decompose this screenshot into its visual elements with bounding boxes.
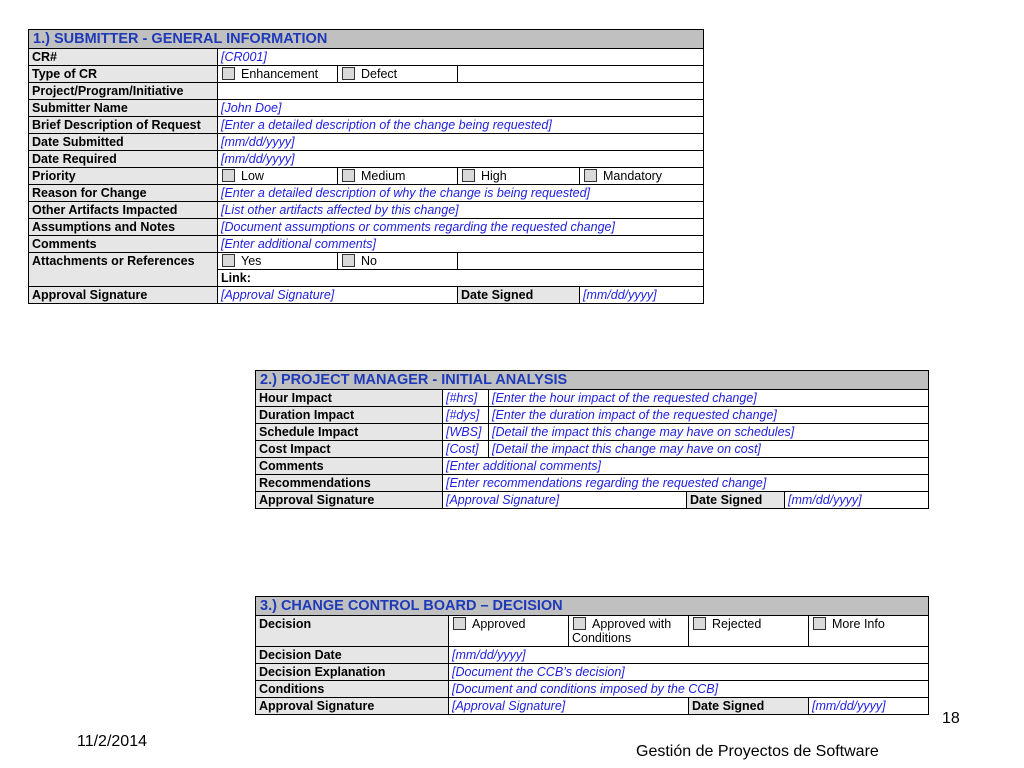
defect-checkbox[interactable] [342, 67, 355, 80]
decision-date-label: Decision Date [256, 647, 449, 664]
comments-field[interactable]: [Enter additional comments] [218, 236, 704, 253]
mandatory-checkbox[interactable] [584, 169, 597, 182]
date-signed-label: Date Signed [458, 287, 580, 304]
priority-label: Priority [29, 168, 218, 185]
schedule-impact-code[interactable]: [WBS] [443, 424, 489, 441]
footer-date: 11/2/2014 [77, 733, 147, 750]
medium-checkbox[interactable] [342, 169, 355, 182]
submitter-name-label: Submitter Name [29, 100, 218, 117]
section3-header: 3.) CHANGE CONTROL BOARD – DECISION [256, 597, 929, 616]
date-required-field[interactable]: [mm/dd/yyyy] [218, 151, 704, 168]
more-info-checkbox[interactable] [813, 617, 826, 630]
approved-option[interactable] [449, 616, 569, 647]
brief-description-label: Brief Description of Request [29, 117, 218, 134]
duration-impact-label: Duration Impact [256, 407, 443, 424]
ccb-date-signed-field[interactable]: [mm/dd/yyyy] [809, 698, 929, 715]
date-required-label: Date Required [29, 151, 218, 168]
reason-label: Reason for Change [29, 185, 218, 202]
artifacts-field[interactable]: [List other artifacts affected by this change] [218, 202, 704, 219]
schedule-impact-label: Schedule Impact [256, 424, 443, 441]
section2-header: 2.) PROJECT MANAGER - INITIAL ANALYSIS [256, 371, 929, 390]
priority-high-option[interactable] [458, 168, 580, 185]
cost-impact-field[interactable]: [Detail the impact this change may have on cost] [489, 441, 929, 458]
date-submitted-field[interactable]: [mm/dd/yyyy] [218, 134, 704, 151]
conditions-label: Conditions [256, 681, 449, 698]
enhancement-checkbox[interactable] [222, 67, 235, 80]
brief-description-field[interactable]: [Enter a detailed description of the change being requested] [218, 117, 704, 134]
project-label: Project/Program/Initiative [29, 83, 218, 100]
high-label: High [481, 169, 507, 183]
mandatory-label: Mandatory [603, 169, 663, 183]
hour-impact-field[interactable]: [Enter the hour impact of the requested change] [489, 390, 929, 407]
assumptions-label: Assumptions and Notes [29, 219, 218, 236]
priority-low-option[interactable] [218, 168, 338, 185]
approved-with-conditions-option[interactable] [569, 616, 689, 647]
duration-impact-code[interactable]: [#dys] [443, 407, 489, 424]
cost-impact-code[interactable]: [Cost] [443, 441, 489, 458]
decision-date-field[interactable]: [mm/dd/yyyy] [449, 647, 929, 664]
pm-date-signed-field[interactable]: [mm/dd/yyyy] [785, 492, 929, 509]
no-label: No [361, 254, 377, 268]
rejected-option[interactable] [689, 616, 809, 647]
type-of-cr-label: Type of CR [29, 66, 218, 83]
approved-with-conditions-checkbox[interactable] [573, 617, 586, 630]
pm-approval-signature-label: Approval Signature [256, 492, 443, 509]
reason-field[interactable]: [Enter a detailed description of why the change is being requested] [218, 185, 704, 202]
hour-impact-code[interactable]: [#hrs] [443, 390, 489, 407]
submitter-form [28, 29, 704, 304]
rejected-checkbox[interactable] [693, 617, 706, 630]
defect-label: Defect [361, 67, 398, 81]
cr-label: CR# [29, 49, 218, 66]
artifacts-label: Other Artifacts Impacted [29, 202, 218, 219]
enhancement-label: Enhancement [241, 67, 319, 81]
approval-signature-field[interactable]: [Approval Signature] [218, 287, 458, 304]
decision-explanation-field[interactable]: [Document the CCB’s decision] [449, 664, 929, 681]
yes-checkbox[interactable] [222, 254, 235, 267]
low-label: Low [241, 169, 264, 183]
project-manager-form [255, 370, 929, 509]
attachments-label: Attachments or References [29, 253, 218, 287]
schedule-impact-field[interactable]: [Detail the impact this change may have on schedules] [489, 424, 929, 441]
priority-medium-option[interactable] [338, 168, 458, 185]
more-info-label: More Info [832, 617, 885, 631]
submitter-name-field[interactable]: [John Doe] [218, 100, 704, 117]
hour-impact-label: Hour Impact [256, 390, 443, 407]
medium-label: Medium [361, 169, 406, 183]
approved-checkbox[interactable] [453, 617, 466, 630]
project-field[interactable] [218, 83, 704, 100]
attachments-yes-option[interactable] [218, 253, 338, 270]
ccb-approval-signature-field[interactable]: [Approval Signature] [449, 698, 689, 715]
approved-with-conditions-label: Approved with Conditions [572, 617, 672, 645]
pm-comments-label: Comments [256, 458, 443, 475]
date-submitted-label: Date Submitted [29, 134, 218, 151]
footer-course-title: Gestión de Proyectos de Software [636, 743, 879, 760]
high-checkbox[interactable] [462, 169, 475, 182]
slide-number: 18 [942, 710, 960, 727]
comments-label: Comments [29, 236, 218, 253]
date-signed-field[interactable]: [mm/dd/yyyy] [580, 287, 704, 304]
rejected-label: Rejected [712, 617, 762, 631]
more-info-option[interactable] [809, 616, 929, 647]
attachments-no-option[interactable] [338, 253, 458, 270]
link-field[interactable]: Link: [218, 270, 704, 287]
ccb-approval-signature-label: Approval Signature [256, 698, 449, 715]
defect-option[interactable] [338, 66, 458, 83]
ccb-decision-form [255, 596, 929, 715]
conditions-field[interactable]: [Document and conditions imposed by the CCB] [449, 681, 929, 698]
assumptions-field[interactable]: [Document assumptions or comments regarding the requested change] [218, 219, 704, 236]
type-empty-cell [458, 66, 704, 83]
pm-comments-field[interactable]: [Enter additional comments] [443, 458, 929, 475]
decision-explanation-label: Decision Explanation [256, 664, 449, 681]
low-checkbox[interactable] [222, 169, 235, 182]
section1-header: 1.) SUBMITTER - GENERAL INFORMATION [29, 30, 704, 49]
approved-label: Approved [472, 617, 526, 631]
priority-mandatory-option[interactable] [580, 168, 704, 185]
cr-field[interactable]: [CR001] [218, 49, 704, 66]
recommendations-field[interactable]: [Enter recommendations regarding the requested change] [443, 475, 929, 492]
cost-impact-label: Cost Impact [256, 441, 443, 458]
decision-label: Decision [256, 616, 449, 647]
recommendations-label: Recommendations [256, 475, 443, 492]
attachments-empty-cell [458, 253, 704, 270]
enhancement-option[interactable] [218, 66, 338, 83]
duration-impact-field[interactable]: [Enter the duration impact of the requested change] [489, 407, 929, 424]
approval-signature-label: Approval Signature [29, 287, 218, 304]
no-checkbox[interactable] [342, 254, 355, 267]
pm-approval-signature-field[interactable]: [Approval Signature] [443, 492, 687, 509]
yes-label: Yes [241, 254, 262, 268]
ccb-date-signed-label: Date Signed [689, 698, 809, 715]
pm-date-signed-label: Date Signed [687, 492, 785, 509]
